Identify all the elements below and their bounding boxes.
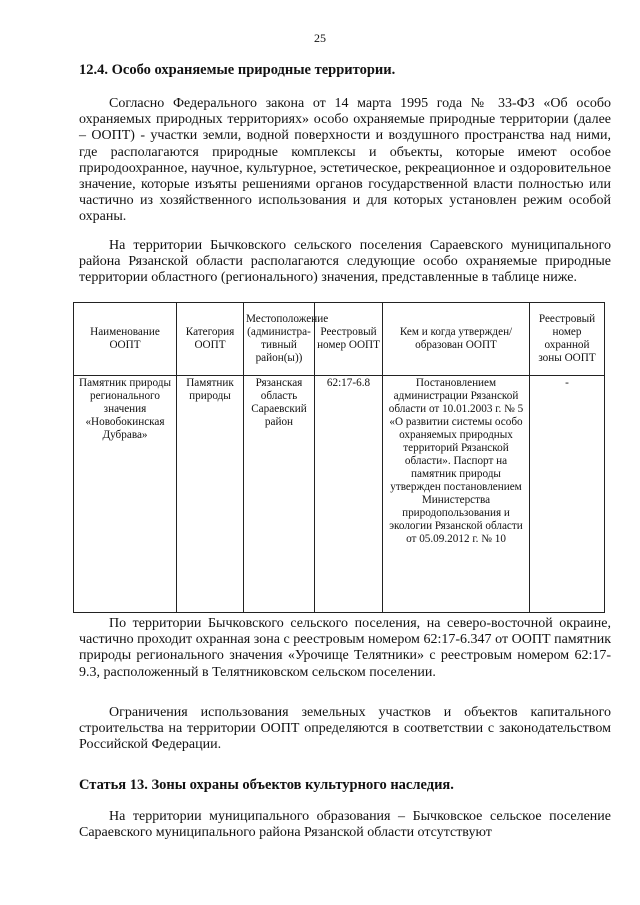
oopt-table <box>73 302 605 613</box>
header-name: Наименование ООПТ <box>74 303 177 376</box>
cell-approved-by: Постановлением администрации Рязанской области от 10.01.2003 г. № 5 «О развитии системы особо охраняемых природных территорий Рязанской области». Паспорт на памятник природы утвержден постановлением Министерства природопользования и экологии Рязанской области от 05.09.2012 г. № 10 <box>383 376 530 613</box>
paragraph-cultural-heritage: На территории муниципального образования – Бычковское сельское поселение Сараевского муниципального района Рязанской области отсутствуют <box>79 809 611 841</box>
paragraph-oopt-definition: Согласно Федерального закона от 14 марта 1995 года № 33-ФЗ «Об особо охраняемых природных территориях» особо охраняемые природные территории (далее – ООПТ) - участки земли, водной поверхности и воздушного пространства над ними, где располагаются природные комплексы и объекты, которые имеют особое природоохранное, научное, культурное, эстетическое, рекреационное и оздоровительное значение, которые изъяты решениями органов государственной власти полностью или частично из хозяйственного использования и для которых установлен режим особой охраны. <box>79 96 611 225</box>
header-zone-registry-number: Реестровый номер охранной зоны ООПТ <box>530 303 605 376</box>
table-row <box>74 376 605 613</box>
paragraph-oopt-list-intro: На территории Бычковского сельского поселения Сараевского муниципального района Рязанской области располагаются следующие особо охраняемые природные территории областного (регионального) значения, представленные в таблице ниже. <box>79 238 611 286</box>
paragraph-land-use-restrictions: Ограничения использования земельных участков и объектов капитального строительства на территории ООПТ определяются в соответствии с законодательством Российской Федерации. <box>79 705 611 753</box>
cell-name: Памятник природы регионального значения «Новобокинская Дубрава» <box>74 376 177 613</box>
cell-zone-registry-number: - <box>530 376 605 613</box>
cell-location: Рязанская область Сараевский район <box>244 376 315 613</box>
paragraph-protection-zone: По территории Бычковского сельского поселения, на северо-восточной окраине, частично проходит охранная зона с реестровым номером 62:17-6.347 от ООПТ памятник природы регионального значения «Урочище Телятники» с реестровым номером 62:17-9.3, расположенный в Телятниковском сельском поселении. <box>79 616 611 680</box>
header-location: Местоположение (административный район(ы)) <box>244 303 315 376</box>
header-approved-by: Кем и когда утвержден/ образован ООПТ <box>383 303 530 376</box>
article-heading: Статья 13. Зоны охраны объектов культурного наследия. <box>79 777 454 793</box>
cell-registry-number: 62:17-6.8 <box>315 376 383 613</box>
table-header-row <box>74 303 605 376</box>
header-registry-number: Реестровый номер ООПТ <box>315 303 383 376</box>
header-category: Категория ООПТ <box>177 303 244 376</box>
cell-category: Памятник природы <box>177 376 244 613</box>
section-heading: 12.4. Особо охраняемые природные территории. <box>79 62 396 78</box>
page-number: 25 <box>314 31 326 45</box>
